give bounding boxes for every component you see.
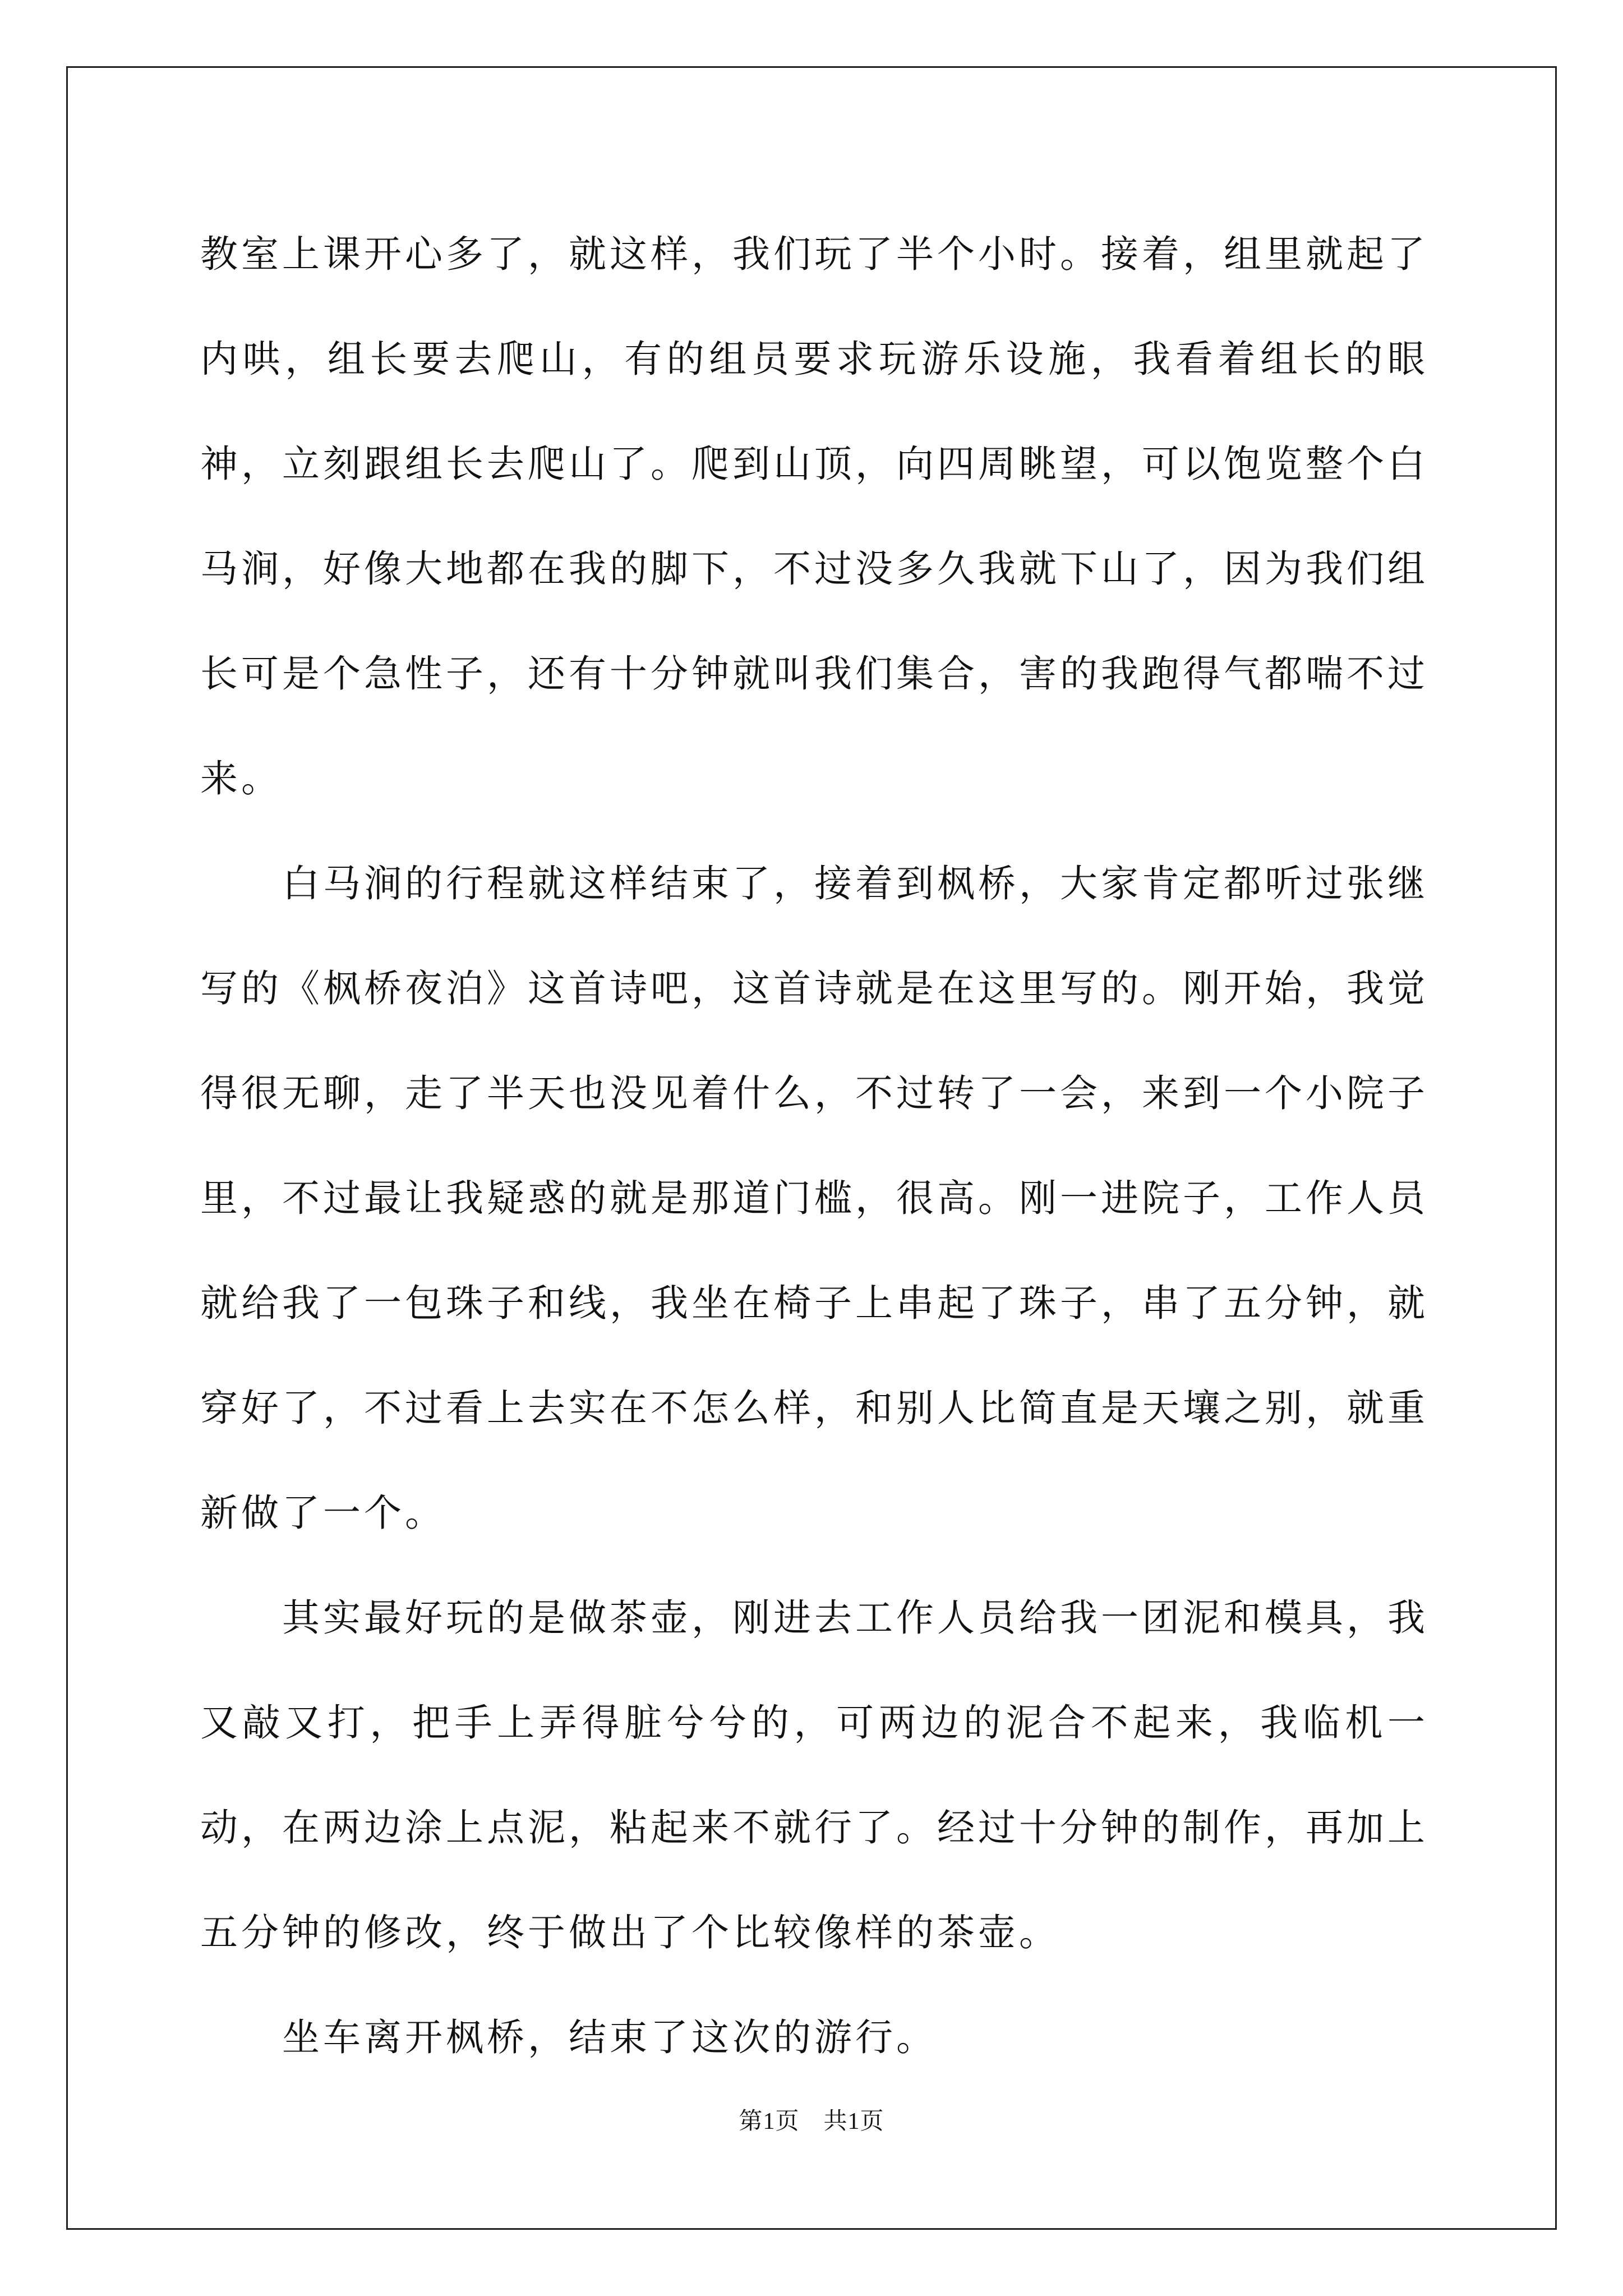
paragraph-1: 教室上课开心多了，就这样，我们玩了半个小时。接着，组里就起了内哄，组长要去爬山，有的组员要求玩游乐设施，我看着组长的眼神，立刻跟组长去爬山了。爬到山顶，向四周眺望，可以饱览整个白马涧，好像大地都在我的脚下，不过没多久我就下山了，因为我们组长可是个急性子，还有十分钟就叫我们集合，害的我跑得气都喘不过来。 [200,232,1428,800]
document-body [200,202,1428,2090]
paragraph-4: 坐车离开枫桥，结束了这次的游行。 [282,2016,937,2059]
page-number-footer: 第1页 共1页 [739,2109,884,2134]
paragraph-2: 白马涧的行程就这样结束了，接着到枫桥，大家肯定都听过张继写的《枫桥夜泊》这首诗吧，这首诗就是在这里写的。刚开始，我觉得很无聊，走了半天也没见着什么，不过转了一会，来到一个小院子里，不过最让我疑惑的就是那道门槛，很高。刚一进院子，工作人员就给我了一包珠子和线，我坐在椅子上串起了珠子，串了五分钟，就穿好了，不过看上去实在不怎么样，和别人比简直是天壤之别，就重新做了一个。 [200,862,1428,1535]
paragraph-3: 其实最好玩的是做茶壶，刚进去工作人员给我一团泥和模具，我又敲又打，把手上弄得脏兮兮的，可两边的泥合不起来，我临机一动，在两边涂上点泥，粘起来不就行了。经过十分钟的制作，再加上五分钟的修改，终于做出了个比较像样的茶壶。 [200,1596,1428,1954]
